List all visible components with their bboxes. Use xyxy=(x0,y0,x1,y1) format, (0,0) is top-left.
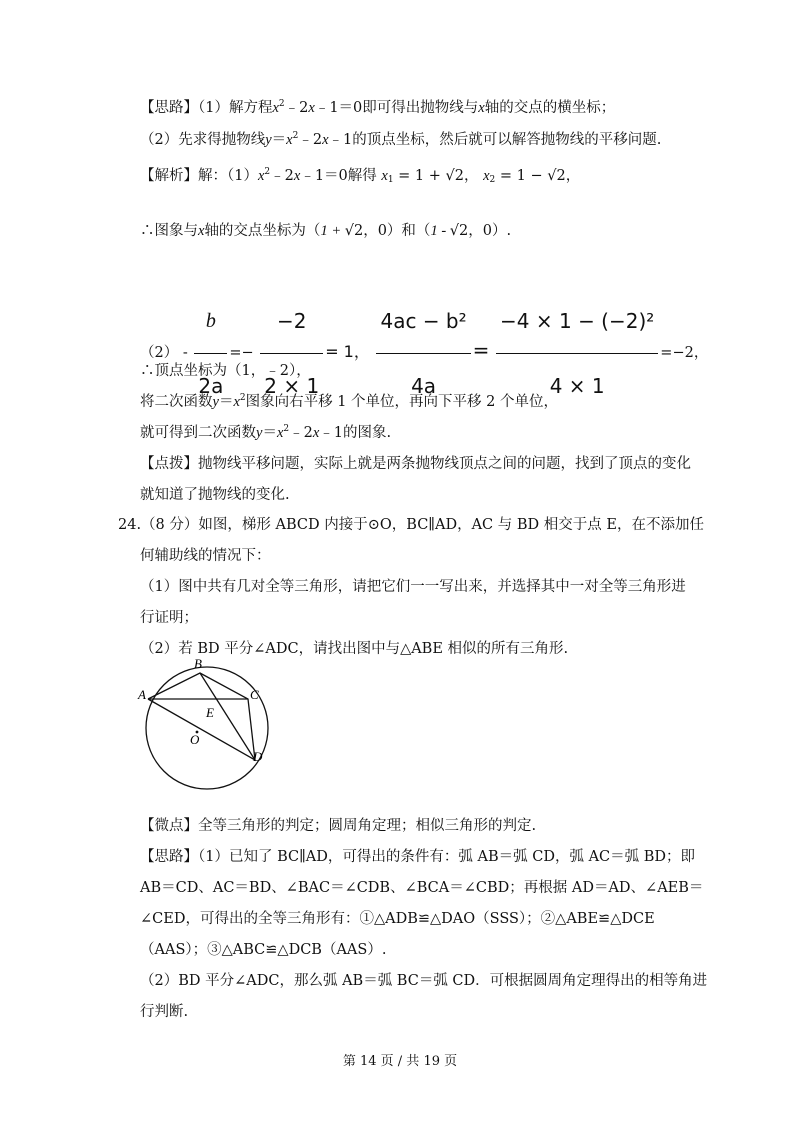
label-o: O xyxy=(190,732,200,747)
label-e: E xyxy=(206,705,214,720)
silu2-line-1: 【思路】（1）已知了 BC∥AD，可得出的条件有：弧 AB＝弧 CD，弧 AC＝弧 BD；即 xyxy=(140,849,696,865)
q24-line-2: 何辅助线的情况下： xyxy=(140,548,271,564)
therefore-intersection: ∴图象与x轴的交点坐标为（1 + √2，0）和（1 - √2，0）. xyxy=(140,223,512,239)
circle-o xyxy=(146,667,268,789)
dianbo-line-2: 就知道了抛物线的变化. xyxy=(140,487,290,503)
geometry-diagram xyxy=(130,655,280,795)
q24-line-1: 24.（8 分）如图，梯形 ABCD 内接于⊙O，BC∥AD，AC 与 BD 相交于点 E，在不添加任 xyxy=(118,517,704,533)
q24-line-3: （1）图中共有几对全等三角形，请把它们一一写出来，并选择其中一对全等三角形进 xyxy=(140,579,686,595)
weidian-line: 【微点】全等三角形的判定；圆周角定理；相似三角形的判定. xyxy=(140,818,537,834)
silu2-line-6: 行判断. xyxy=(140,1004,189,1020)
fraction-vertex-y: $\frac{\text{−4 × 1 − (−2)²}}{4 \times 1}$ xyxy=(496,291,658,416)
silu2-line-5: （2）BD 平分∠ADC，那么弧 AB＝弧 BC＝弧 CD．可根据圆周角定理得出的相等角进 xyxy=(140,973,708,989)
silu2-line-3: ∠CED，可得出的全等三角形有：①△ADB≌△DAO（SSS）；②△ABE≌△DCE xyxy=(140,911,655,927)
silu-line-1: 【思路】（1）解方程$x^2﹣2x﹣1=0$即可得出抛物线与x轴的交点的横坐标； xyxy=(140,99,616,116)
shift-line-1: 将二次函数$y=x^2$图象向右平移 1 个单位，再向下平移 2 个单位， xyxy=(140,393,558,410)
trapezoid-abcd xyxy=(148,673,255,760)
label-d: D xyxy=(253,749,263,764)
part2-formula-line: （2） - $\frac{b}{2a}$ =− $\frac{-2}{2 \times 1}$ = 1， $\frac{\text{4ac − b²}}{4a}$ = $\frac{\text{−4 × 1 − (−2)²}}{4 \times 1}$ =−2， xyxy=(140,290,708,416)
label-a: A xyxy=(138,687,146,702)
vertex-line: ∴顶点坐标为（1，﹣2）， xyxy=(140,363,311,379)
label-c: C xyxy=(250,687,259,702)
silu2-line-2: AB＝CD、AC＝BD、∠BAC＝∠CDB、∠BCA＝∠CBD；再根据 AD＝AD、∠AEB＝ xyxy=(140,880,704,896)
label-b: B xyxy=(194,656,202,671)
q24-line-5: （2）若 BD 平分∠ADC，请找出图中与△ABE 相似的所有三角形. xyxy=(140,641,569,657)
silu-line-2: （2）先求得抛物线$y=x^2﹣2x﹣1$的顶点坐标，然后就可以解答抛物线的平移问题. xyxy=(140,131,662,148)
page-footer: 第 14 页 / 共 19 页 xyxy=(342,1054,458,1069)
fraction-b-over-2a: $\frac{b}{2a}$ xyxy=(194,290,227,416)
silu2-line-4: （AAS）；③△ABC≌△DCB（AAS）. xyxy=(140,942,387,958)
q24-line-4: 行证明； xyxy=(140,610,198,626)
shift-line-2: 就可得到二次函数$y=x^2﹣2x﹣1$的图象. xyxy=(140,424,392,441)
jiexi-line: 【解析】解：$(1)x^2﹣2x﹣1=0$解得 $x_1 = 1 + √2$， $x_2 = 1 - √2$， xyxy=(140,167,581,185)
fraction-4ac-b2-over-4a: $\frac{\text{4ac − b²}}{4a}$ xyxy=(376,291,470,416)
dianbo-line-1: 【点拨】抛物线平移问题，实际上就是两条抛物线顶点之间的问题，找到了顶点的变化 xyxy=(140,456,691,472)
fraction-neg2-over-2x1: $\frac{-2}{2 \times 1}$ xyxy=(260,291,323,416)
